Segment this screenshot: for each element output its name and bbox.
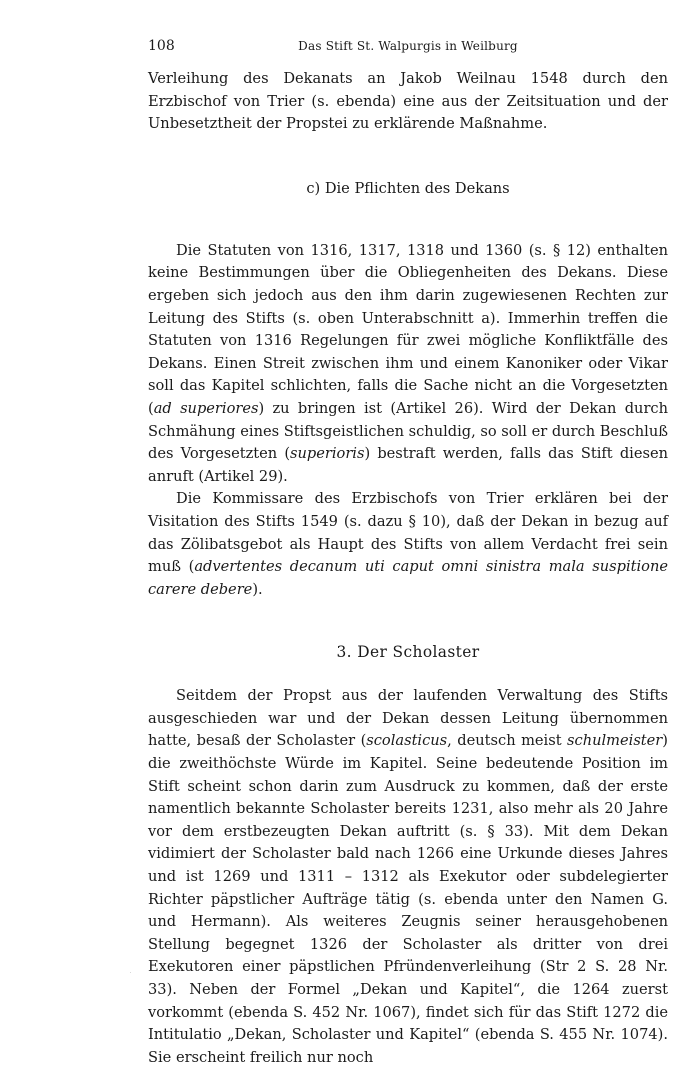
page-number: 108 <box>148 38 175 54</box>
latin-term: scolasticus <box>366 732 448 750</box>
scan-speck <box>130 972 131 973</box>
text-run: ) bestraft werden, falls das Stift diesen anruft (Artikel 29). <box>148 445 668 485</box>
latin-quote: advertentes decanum uti caput omni sinistra mala suspitione carere debere <box>148 558 668 598</box>
german-term: schulmeister <box>567 732 663 750</box>
text-run: ) die zweithöchste Würde im Kapitel. Seine bedeutende Position im Stift scheint schon darin zum Ausdruck zu kommen, daß der erste namentlich bekannte Scholaster bereits 1231, also mehr als 20 Jahre vor dem erstbezeugten Dekan auftritt (s. § 33). Mit dem Dekan vidimiert der Scholaster bald nach 1266 eine Urkunde dieses Jahres und ist 1269 und 1311 – 1312 als Exekutor oder subdelegierter Richter päpstlicher Aufträge tätig (s. ebenda unter den Namen G. und Hermann). Als weiteres Zeugnis seiner herausgehobenen Stellung begegnet 1326 der Scholaster als dritter von drei Exekutoren einer päpstlichen Pfründenverleihung (Str 2 S. 28 Nr. 33). Neben der Formel „Dekan und Kapitel“, die 1264 zuerst vorkommt (ebenda S. 452 Nr. 1067), findet sich für das Stift 1272 die Intitulatio „Dekan, Scholaster und Kapitel“ (ebenda S. 455 Nr. 1074). Sie erscheint freilich nur noch <box>148 732 668 1066</box>
paragraph-statutes <box>148 240 668 489</box>
paragraph-continuation: Verleihung des Dekanats an Jakob Weilnau 1548 durch den Erzbischof von Trier (s. ebenda) eine aus der Zeitsituation und der Unbesetztheit der Propstei zu erklärende Maßnahme. <box>148 70 668 133</box>
latin-term: superioris <box>290 445 365 463</box>
page <box>148 38 668 1069</box>
text-run: , deutsch meist <box>447 732 568 750</box>
running-head <box>148 38 668 60</box>
paragraph-visitation <box>148 488 668 601</box>
text-run: Die Statuten von 1316, 1317, 1318 und 1360 (s. § 12) enthalten keine Bestimmungen über die Obliegenheiten des Dekans. Diese ergeben sich jedoch aus den ihm darin zugewiesenen Rechten zur Leitung des Stifts (s. oben Unterabschnitt a). Immerhin treffen die Statuten von 1316 Regelungen für zwei mögliche Konfliktfälle des Dekans. Einen Streit zwischen ihm und einem Kanoniker oder Vikar soll das Kapitel schlichten, falls die Sache nicht an die Vorgesetzten ( <box>148 241 668 417</box>
paragraph-scholaster <box>148 685 668 1069</box>
text-run: ). <box>252 580 263 598</box>
section-heading: 3. Der Scholaster <box>336 643 480 662</box>
text-run: Die Kommissare des Erzbischofs von Trier erklären bei der Visitation des Stifts 1549 (s. dazu § 10), daß der Dekan in bezug auf das Zölibatsgebot als Haupt des Stifts von allem Verdacht frei sein muß ( <box>148 490 668 576</box>
subsection-heading: c) Die Pflichten des Dekans <box>306 179 510 197</box>
running-title: Das Stift St. Walpurgis in Weilburg <box>298 39 518 53</box>
latin-term: ad superiores <box>153 399 259 417</box>
text-run: ) zu bringen ist (Artikel 26). Wird der Dekan durch Schmähung eines Stiftsgeistlichen schuldig, so soll er durch Beschluß des Vorgesetzten ( <box>148 399 668 463</box>
text-run: Seitdem der Propst aus der laufenden Verwaltung des Stifts ausgeschieden war und der Dekan dessen Leitung übernommen hatte, besaß der Scholaster ( <box>148 687 668 750</box>
